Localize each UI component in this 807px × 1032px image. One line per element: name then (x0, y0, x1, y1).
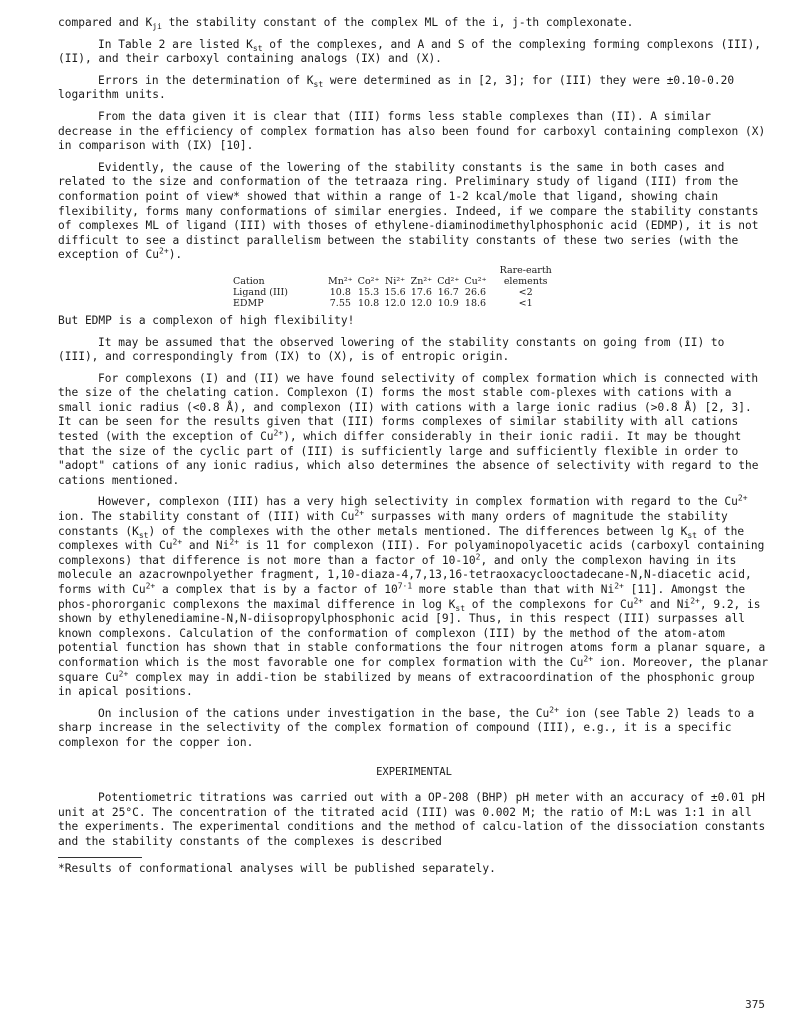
table-cell: 10.8 (329, 286, 351, 298)
ion-header: Ni²⁺ (384, 275, 406, 287)
paragraph-selectivity: For complexons (I) and (II) we have found selectivity of complex formation which is connected with the size of the chelating cation. Complexon (I) forms the most stable com-plexes with cations with a small ionic radius (<0.8 Å), and complexon (II) with cations with a large ionic radius (>0.8 Å) [2, 3]. It can be seen for the results given that (III) forms complexes of similar stability with all cations tested (with the exception of $Cu^{2+}$), which differ considerably in their ionic radii. It may be thought that the size of the cyclic part of (III) is sufficiently large and sufficiently flexible in order to "adopt" cations of any ionic radius, which also determines the absence of selectivity with regard to the cations mentioned. (58, 371, 759, 487)
table-cell: 18.6 (464, 297, 487, 309)
footnote-divider (58, 857, 142, 858)
paragraph-conformation: Evidently, the cause of the lowering of the stability constants is the same in both cases and related to the size and conformation of the tetraaza ring. Preliminary study of ligand (III) from the conformation point of view* showed that within a range of 1-2 kcal/mole that ligand, showing chain flexibility, forms many conformations of similar energies. Indeed, if we compare the stability constants of complexes ML of ligand (III) with thoses of ethylene-diaminodimethylphosphonic acid (EDMP), it is not difficult to see a distinct parallelism between the stability constants of these two series (with the exception of $Cu^{2+}$). (58, 160, 759, 262)
ion-header: Co²⁺ (357, 275, 380, 287)
table-row (233, 298, 557, 309)
stability-constants-table (233, 265, 557, 309)
table-cell: 10.9 (437, 297, 459, 309)
table-cell: 26.6 (464, 286, 487, 298)
page-number: 375 (745, 998, 765, 1011)
table-cell: <1 (518, 297, 533, 309)
article-page (58, 16, 770, 876)
table-cell: 17.6 (410, 286, 432, 298)
section-heading-experimental: EXPERIMENTAL (376, 765, 452, 778)
table-cell: 10.8 (358, 297, 380, 309)
table-cell: 12.0 (384, 297, 406, 309)
footnote: *Results of conformational analyses will be published separately. (58, 861, 496, 875)
table-cell: 15.3 (358, 286, 380, 298)
paragraph-copper-selectivity: However, complexon (III) has a very high selectivity in complex formation with regard to the $Cu^{2+}$ ion. The stability constant of (III) with $Cu^{2+}$ surpasses with many orders of magnitude the stability constants $(K_{st})$ of the complexes with the other metals mentioned. The differences between $\lg K_{st}$ of the complexes with $Cu^{2+}$ and $Ni^{2+}$ is 11 for complexon (III). For polyaminopolyacetic acids (carboxyl containing complexons) that difference is not more than a factor of $10-10^2$, and only the complexon having in its molecule an azacrownpolyether fragment, 1,10-diaza-4,7,13,16-tetraoxacyclooctadecane-N,N-diacetic acid, forms with $Cu^{2+}$ a complex that is by a factor of $10^{7\cdot 1}$ more stable than that with $Ni^{2+}$ [11]. Amongst the phos-phororganic complexons the maximal difference in $\log K_{st}$ of the complexons for $Cu^{2+}$ and $Ni^{2+}$, 9.2, is shown by ethylenediamine-N,N-diisopropylphosphonic acid [9]. Thus, in this respect (III) surpasses all known complexons. Calculation of the conformation of complexon (III) by the method of the atom-atom potential function has shown that in stable conformations the four nitrogen atoms form a planar square, a conformation which is the most favorable one for complex formation with the $Cu^{2+}$ ion. Moreover, the planar square $Cu^{2+}$ complex may in addi-tion be stabilized by means of extracoordination of the phosphonic group in apical positions. (58, 493, 769, 699)
paragraph-errors: Errors in the determination of $K_{st}$ were determined as in [2, 3]; for (III) they were ±0.10-0.20 logarithm units. (58, 73, 735, 102)
table-cell: 12.0 (410, 297, 432, 309)
cation-header: Cation (233, 275, 265, 287)
table-header-row (233, 265, 557, 276)
paragraph-stability-comparison: From the data given it is clear that (III) forms less stable complexes than (II). A similar decrease in the efficiency of complex formation has also been found for carboxyl containing complexon (X) in comparison with (IX) [10]. (58, 109, 766, 153)
paragraph-experimental: Potentiometric titrations was carried out with a OP-208 (BHP) pH meter with an accuracy of ±0.01 pH unit at 25°C. The concentration of the titrated acid (III) was 0.002 M; the ratio of M:L was 1:1 in all the experiments. The experimental conditions and the method of calcu-lation of the dissociation constants and the stability constants of the complexes is described (58, 791, 766, 848)
rare-earth-header: Rare-earth (499, 264, 552, 276)
paragraph-entropic: It may be assumed that the observed lowering of the stability constants on going from (II) to (III), and correspondingly from (IX) to (X), is of entropic origin. (58, 335, 725, 364)
row-label: Ligand (III) (233, 286, 288, 298)
paragraph-base-inclusion: On inclusion of the cations under investigation in the base, the $Cu^{2+}$ ion (see Table 2) leads to a sharp increase in the selectivity of the complex formation of compound (III), e.g., it is a specific complexon for the copper ion. (58, 705, 755, 749)
paragraph-intro: compared and $K_{ji}$ the stability constant of the complex ML of the i, j-th complexonate. (58, 16, 634, 32)
ion-header: Mn²⁺ (328, 275, 353, 287)
ion-header: Zn²⁺ (410, 275, 433, 287)
table-cell: <2 (518, 286, 533, 298)
table-cell: 15.6 (384, 286, 406, 298)
table-cell: 7.55 (329, 297, 351, 309)
table-header-row (233, 276, 557, 287)
table-row (233, 287, 557, 298)
rare-earth-header: elements (503, 275, 548, 287)
ion-header: Cd²⁺ (437, 275, 460, 287)
ion-header: Cu²⁺ (464, 275, 487, 287)
row-label: EDMP (233, 297, 264, 309)
paragraph-table2: In Table 2 are listed $K_{st}$ of the complexes, and A and S of the complexing forming complexons (III), (II), and their carboxyl containing analogs (IX) and (X). (58, 37, 761, 66)
table-cell: 16.7 (437, 286, 459, 298)
paragraph-edmp: But EDMP is a complexon of high flexibility! (58, 313, 355, 327)
